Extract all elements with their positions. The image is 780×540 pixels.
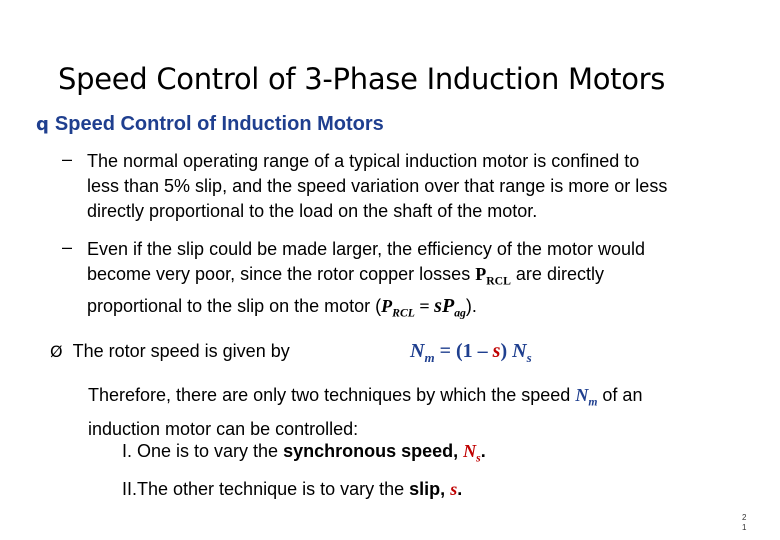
point2-line3-text: proportional to the slip on the motor ( xyxy=(87,295,382,316)
therefore-line2: induction motor can be controlled: xyxy=(88,418,359,439)
point1-line3: directly proportional to the load on the shaft of the motor. xyxy=(87,201,538,221)
point2-line1: Even if the slip could be made larger, the efficiency of the motor would xyxy=(87,239,645,259)
rotor-speed-line xyxy=(50,341,290,362)
page-number: 2 1 xyxy=(742,513,747,532)
slip-symbol: s xyxy=(450,479,458,499)
therefore-line1: Therefore, there are only two techniques by which the speed $N_m$ of an xyxy=(88,385,643,409)
rotor-speed-text: The rotor speed is given by xyxy=(72,341,290,361)
prcl-equation: $P_{RCL} = sP_{ag}$ xyxy=(381,294,466,320)
point2-line3-end: ). xyxy=(465,295,477,316)
point2-line2-end: are directly xyxy=(515,264,604,284)
therefore-paragraph xyxy=(88,382,642,442)
ns-symbol: $N_s$ xyxy=(463,441,481,465)
arrow-bullet-icon: Ø xyxy=(50,342,63,361)
speed-equation: $N_m = (1 - s)$ $N_s$ xyxy=(410,340,532,365)
technique-item-1: I. One is to vary the synchronous speed, $N_s$. xyxy=(122,441,486,465)
dash-marker: – xyxy=(62,149,73,169)
point2-line2 xyxy=(87,262,645,294)
technique-item-2: II.The other technique is to vary the slip, s. xyxy=(122,479,463,499)
section-heading-text: Speed Control of Induction Motors xyxy=(54,113,384,135)
point2-line2-text: become very poor, since the rotor copper losses xyxy=(87,264,471,284)
point1-line1: The normal operating range of a typical induction motor is confined to xyxy=(87,151,640,171)
checkbox-bullet-icon: q xyxy=(36,114,49,135)
point1-line2: less than 5% slip, and the speed variation over that range is more or less xyxy=(87,176,668,196)
slide-title: Speed Control of 3-Phase Induction Motors xyxy=(58,62,666,96)
dash-marker: – xyxy=(62,237,73,257)
section-heading xyxy=(36,113,384,136)
nm-symbol: $N_m$ xyxy=(575,385,598,409)
prcl-symbol: $P_{RCL}$ xyxy=(475,264,511,288)
point2-line3 xyxy=(87,294,645,326)
